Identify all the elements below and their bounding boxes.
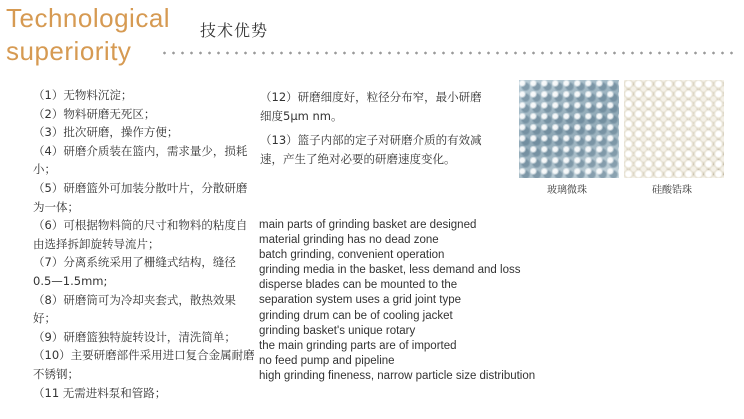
glass-beads-caption: 玻璃微珠 xyxy=(547,185,587,196)
english-line: high grinding fineness, narrow particle size distribution xyxy=(259,369,536,382)
zirconium-silicate-beads-photo xyxy=(624,80,724,178)
english-line: separation system uses a grid joint type xyxy=(259,294,461,307)
english-line: no feed pump and pipeline xyxy=(259,354,395,367)
feature-line: （13）篮子内部的定子对研磨介质的有效减 xyxy=(260,133,482,148)
feature-line: （9）研磨篮独特旋转设计，清洗简单； xyxy=(33,329,236,344)
english-title xyxy=(6,2,170,68)
feature-item-12 xyxy=(260,88,515,125)
feature-list-english xyxy=(259,218,559,384)
feature-line: （12）研磨细度好，粒径分布窄，最小研磨 xyxy=(260,90,482,104)
english-line: grinding basket's unique rotary xyxy=(259,324,416,337)
glass-beads-photo xyxy=(519,80,619,178)
feature-line: （8）研磨筒可为冷却夹套式，散热效果 xyxy=(33,292,236,307)
feature-line: 好； xyxy=(33,311,56,326)
feature-line: 0.5—1.5mm; xyxy=(33,273,108,288)
feature-list-chinese-continued xyxy=(260,88,515,174)
feature-line: 为一体； xyxy=(33,199,79,214)
chinese-title: 技术优势 xyxy=(200,21,269,40)
feature-line: （4）研磨介质装在篮内，需求量少，损耗 xyxy=(33,143,248,158)
feature-line: （7）分离系统采用了栅缝式结构，缝径 xyxy=(33,255,236,270)
zirconium-beads-caption: 硅酸锆珠 xyxy=(652,185,692,196)
feature-line: （11 无需进料泵和管路； xyxy=(33,385,167,400)
feature-line: 细度5μm nm。 xyxy=(260,108,343,123)
feature-line: （1）无物料沉淀； xyxy=(33,88,133,102)
feature-line: 速，产生了绝对必要的研磨速度变化。 xyxy=(260,151,456,166)
english-line: material grinding has no dead zone xyxy=(259,234,439,247)
english-line: grinding media in the basket, less demand and loss xyxy=(259,264,521,277)
feature-line: （2）物料研磨无死区； xyxy=(33,106,156,121)
english-line: the main grinding parts are of imported xyxy=(259,339,457,352)
feature-line: （5）研磨篮外可加装分散叶片，分散研磨 xyxy=(33,180,248,195)
feature-line: 小； xyxy=(33,162,56,177)
english-line: grinding drum can be of cooling jacket xyxy=(259,309,453,322)
dotted-divider xyxy=(160,50,738,56)
feature-line: 不锈钢； xyxy=(33,366,79,381)
feature-line: （10）主要研磨部件采用进口复合金属耐磨 xyxy=(33,348,255,363)
title-line-1: Technological xyxy=(6,3,171,33)
feature-line: （6）可根据物料筒的尺寸和物料的粘度自 xyxy=(33,218,248,233)
feature-item-13 xyxy=(260,131,515,168)
english-line: main parts of grinding basket are designed xyxy=(259,219,477,231)
english-line: batch grinding, convenient operation xyxy=(259,249,445,262)
title-line-2: superiority xyxy=(6,36,132,66)
feature-line: 由选择拆卸旋转导流片； xyxy=(33,236,160,251)
feature-list-chinese xyxy=(33,86,255,402)
feature-line: （3）批次研磨，操作方便； xyxy=(33,125,179,140)
english-line: disperse blades can be mounted to the xyxy=(259,279,458,292)
